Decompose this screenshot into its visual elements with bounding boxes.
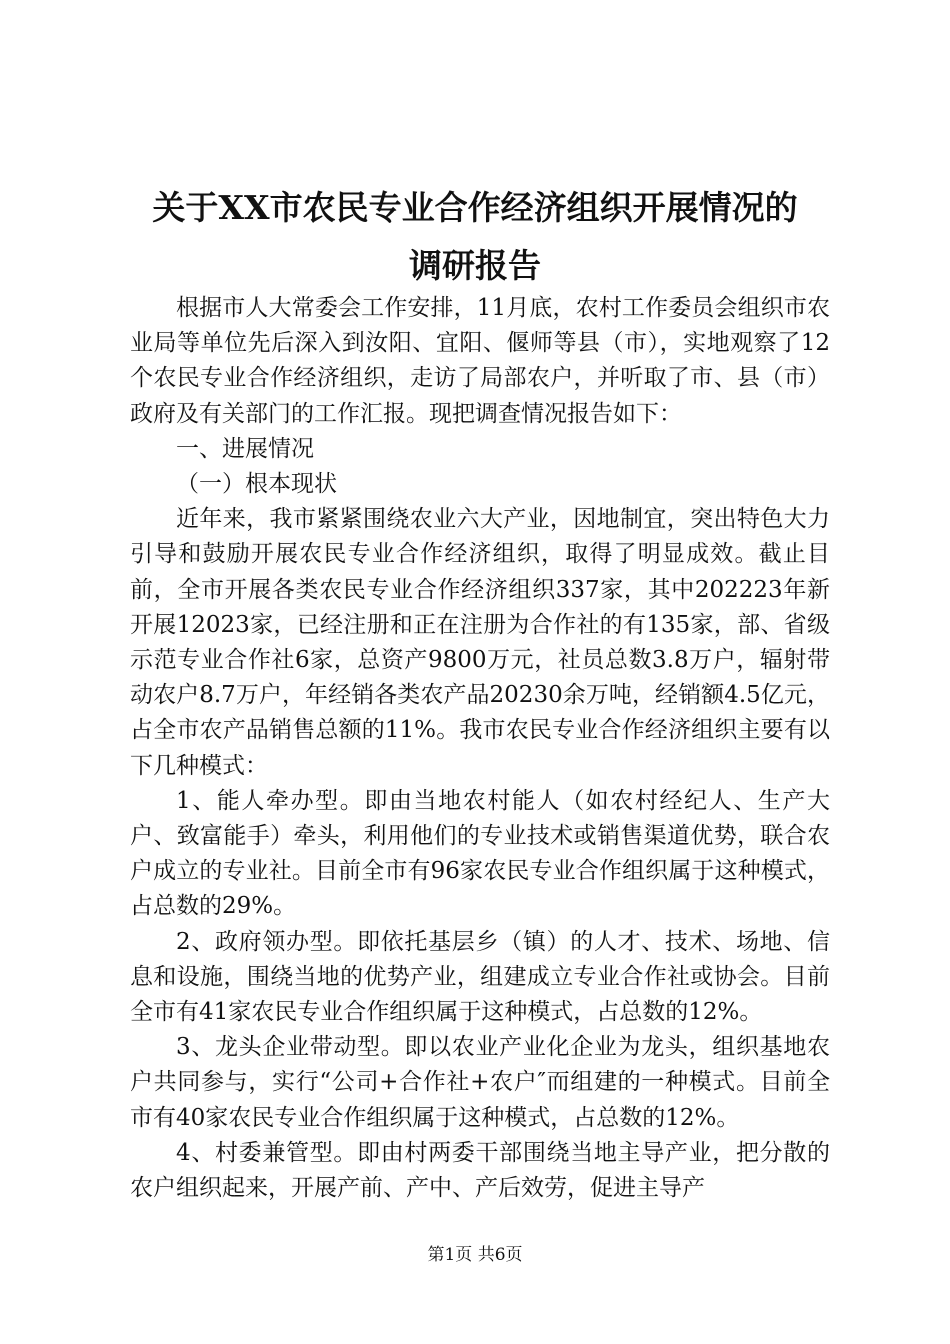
document-title-line-2: 调研报告: [409, 246, 541, 285]
paragraph-intro: 根据市人大常委会工作安排，11月底，农村工作委员会组织市农业局等单位先后深入到汝阳、宜阳、偃师等县（市），实地观察了12个农民专业合作经济组织，走访了局部农户，并听取了市、县（市）政府及有关部门的工作汇报。现把调查情况报告如下：: [130, 295, 830, 427]
heading-section-1: 一、进展情况: [176, 435, 314, 462]
document-body: [130, 291, 830, 1206]
page-number-footer: 第1页 共6页: [427, 1245, 523, 1265]
heading-subsection-1: （一）根本现状: [176, 471, 337, 498]
paragraph-overview: 近年来，我市紧紧围绕农业六大产业，因地制宜，突出特色大力引导和鼓励开展农民专业合作经济组织，取得了明显成效。截止目前，全市开展各类农民专业合作经济组织337家，其中202223年新开展12023家，已经注册和正在注册为合作社的有135家，部、省级示范专业合作社6家，总资产9800万元，社员总数3.8万户，辐射带动农户8.7万户，年经销各类农产品20230余万吨，经销额4.5亿元，占全市农产品销售总额的11%。我市农民专业合作经济组织主要有以下几种模式：: [130, 506, 830, 779]
document-title-line-1: 关于XX市农民专业合作经济组织开展情况的: [152, 188, 798, 227]
paragraph-mode-2: 2、政府领办型。即依托基层乡（镇）的人才、技术、场地、信息和设施，围绕当地的优势产业，组建成立专业合作社或协会。目前全市有41家农民专业合作组织属于这种模式，占总数的12%。: [130, 928, 830, 1026]
paragraph-mode-1: 1、能人牵办型。即由当地农村能人（如农村经纪人、生产大户、致富能手）牵头，利用他们的专业技术或销售渠道优势，联合农户成立的专业社。目前全市有96家农民专业合作组织属于这种模式，占总数的29%。: [130, 787, 830, 920]
paragraph-mode-4: 4、村委兼管型。即由村两委干部围绕当地主导产业，把分散的农户组织起来，开展产前、产中、产后效劳，促进主导产: [130, 1139, 830, 1202]
paragraph-mode-3: 3、龙头企业带动型。即以农业产业化企业为龙头，组织基地农户共同参与，实行“公司+合作社+农户″而组建的一种模式。目前全市有40家农民专业合作组织属于这种模式，占总数的12%。: [130, 1034, 830, 1131]
